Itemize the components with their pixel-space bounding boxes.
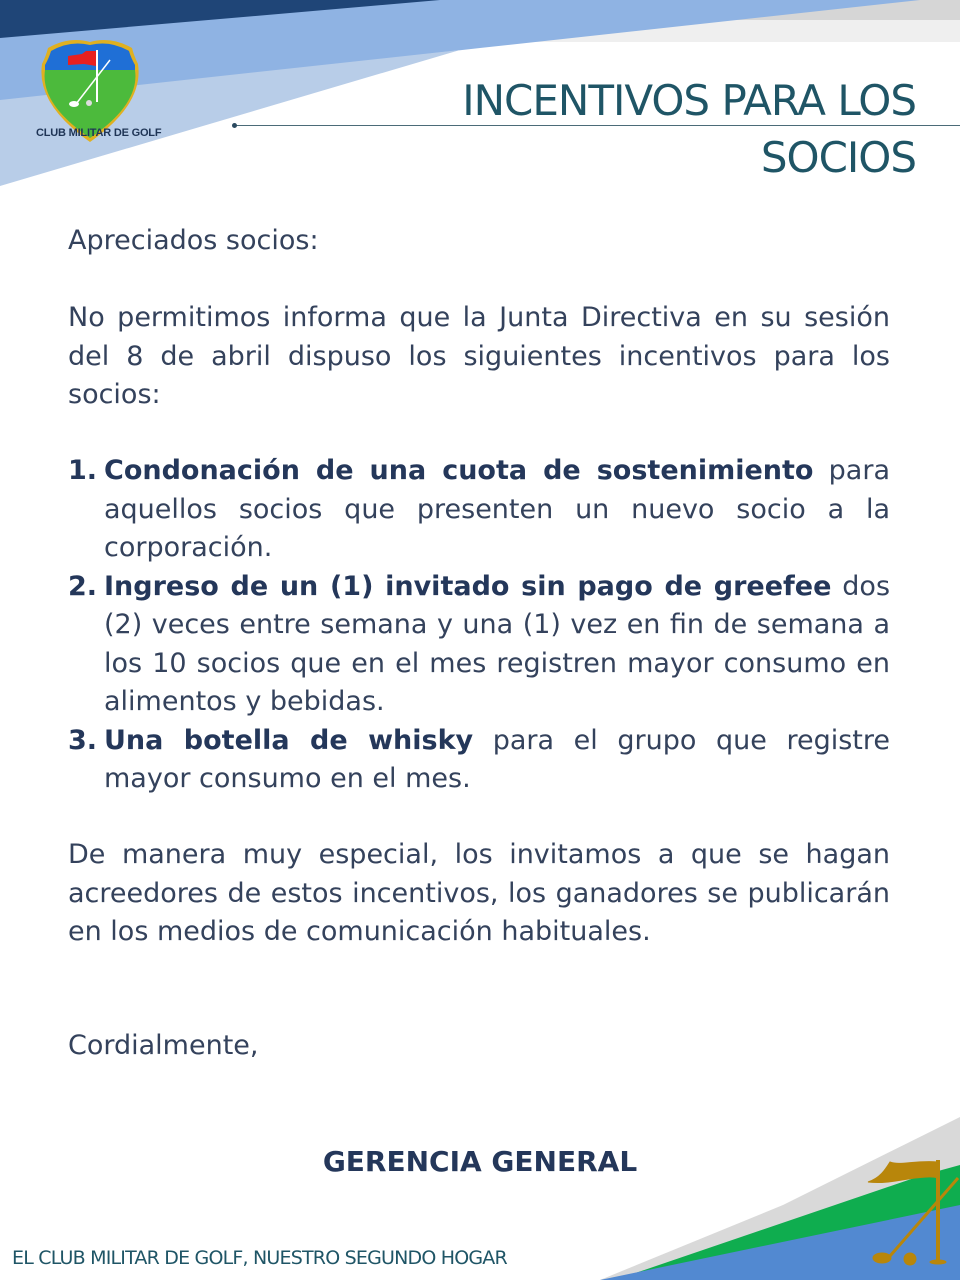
item-text: para el grupo que registre mayor consumo en el mes. — [104, 724, 890, 794]
sign-off: Cordialmente, — [68, 1030, 259, 1061]
incentives-list — [68, 452, 890, 799]
list-item — [68, 568, 890, 722]
closing-paragraph: De manera muy especial, los invitamos a que se hagan acreedores de estos incentivos, los ganadores se publicarán en los medios de comunicación habituales. — [68, 839, 890, 947]
item-title: Ingreso de un (1) invitado sin pago de greefee — [104, 570, 832, 602]
title-divider — [234, 125, 960, 126]
item-text: para aquellos socios que presenten un nuevo socio a la corporación. — [104, 455, 891, 563]
logo-text: CLUB MILITAR DE GOLF — [36, 127, 162, 139]
item-text: dos (2) veces entre semana y una (1) vez en fin de semana a los 10 socios que en el mes registren mayor consumo en alimentos y bebidas. — [104, 570, 891, 717]
signature: GERENCIA GENERAL — [322, 1145, 638, 1178]
title-line-1: INCENTIVOS PARA LOS — [462, 76, 916, 125]
list-item — [68, 722, 890, 799]
list-item — [68, 452, 890, 568]
title-line-2: SOCIOS — [760, 133, 916, 182]
item-number: 1. — [68, 455, 98, 486]
page-title — [462, 72, 916, 186]
item-title: Una botella de whisky — [104, 724, 474, 756]
footer-slogan: EL CLUB MILITAR DE GOLF, NUESTRO SEGUNDO HOGAR — [12, 1247, 507, 1269]
greeting: Apreciados socios: — [68, 225, 319, 256]
item-title: Condonación de una cuota de sostenimiento — [104, 455, 814, 486]
intro-paragraph: No permitimos informa que la Junta Directiva en su sesión del 8 de abril dispuso los siguientes incentivos para los socios: — [68, 302, 890, 410]
item-number: 3. — [68, 724, 98, 756]
item-number: 2. — [68, 570, 98, 602]
divider-dot — [232, 123, 237, 128]
